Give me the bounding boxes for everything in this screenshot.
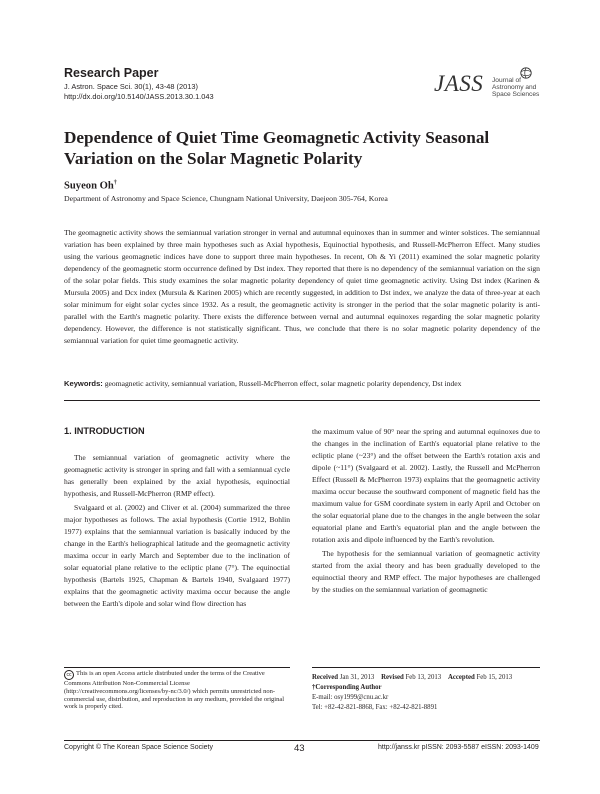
- abstract: The geomagnetic activity shows the semiannual variation stronger in vernal and autumnal equinoxes than in summer and winter solstices. The semiannual variation has been explained by three main hypotheses such as Axial hypothesis, Equinoctial hypothesis, and Russell-McPherron Effect. Many studies using the various geomagnetic indices have done to support three main hypotheses. In recent, Oh & Yi (2011) examined the solar magnetic polarity dependency of the geomagnetic storm occurrence defined by Dst index. They reported that there is no dependency of the semiannual variation on the sign of the solar polar fields. This study examines the solar magnetic polarity dependency of quiet time geomagnetic activity. Using Dst index (Karinen & Mursula 2005) and Dcx index (Mursula & Karinen 2005) which are recently suggested, in addition to Dst index, we analyze the data of three-year at each solar minimum for eight solar cycles since 1932. As a result, the geomagnetic activity is stronger in the period that the solar magnetic polarity is anti-parallel with the Earth's magnetic polarity. There exists the difference between vernal and autumnal equinoxes regarding the solar magnetic polarity dependency. However, the difference is not statistically significant. Thus, we conclude that there is no solar magnetic polarity dependency of the semiannual variation for quiet time geomagnetic activity.: [64, 228, 540, 345]
- left-column: [64, 452, 290, 612]
- corresponding-mark: †: [113, 180, 117, 186]
- corresponding-author-label: †Corresponding Author: [312, 684, 382, 691]
- keywords: [64, 379, 544, 388]
- logo-subtitle: Journal of Astronomy and Space Sciences: [492, 77, 540, 99]
- copyright: Copyright © The Korean Space Science Society: [64, 744, 213, 751]
- paragraph: Svalgaard et al. (2002) and Cliver et al. (2004) summarized the three major hypotheses as follows. The axial hypothesis (Cortie 1912, Bohlin 1977) explains that the semiannual variation is basically induced by the change in the Earth's heliographical latitude and the geomagnetic activity maxima occur in early March and September due to the inclination of solar equatorial plane relative to the ecliptic plane (7°). The equinoctial hypothesis (Bartels 1925, Chapman & Bartels 1940, Svalgaard 1977) explains that the geomagnetic activity maxima occur because the angle between the Earth's dipole and solar wind flow direction has: [64, 503, 290, 608]
- author-name: Suyeon Oh†: [64, 180, 117, 192]
- article-info: [312, 673, 540, 713]
- section-heading: 1. INTRODUCTION: [64, 426, 145, 436]
- affiliation: Department of Astronomy and Space Science, Chungnam National University, Daejeon 305-764, Korea: [64, 194, 388, 203]
- keywords-label: Keywords:: [64, 379, 103, 388]
- page-number: 43: [294, 743, 305, 754]
- footnote-divider: [64, 667, 290, 668]
- journal-logo: [434, 67, 554, 107]
- issn-info: http://janss.kr pISSN: 2093-5587 eISSN: 2093-1409: [378, 744, 539, 751]
- keywords-list: geomagnetic activity, semiannual variation, Russell-McPherron effect, solar magnetic polarity dependency, Dst index: [104, 379, 462, 388]
- phone: Tel: +82-42-821-8868, Fax: +82-42-821-8891: [312, 704, 438, 711]
- right-column: [312, 426, 540, 598]
- divider: [64, 400, 540, 401]
- paragraph: The semiannual variation of geomagnetic activity where the geomagnetic activity is stronger in spring and fall with a semiannual cycle has generally been explained by the axial hypothesis, equinoctial hypothesis, and Russell-McPherron (RMP effect).: [64, 453, 290, 498]
- citation: J. Astron. Space Sci. 30(1), 43-48 (2013): [64, 82, 198, 91]
- paper-title: Dependence of Quiet Time Geomagnetic Activity Seasonal Variation on the Solar Magnetic Polarity: [64, 128, 490, 168]
- paragraph: The hypothesis for the semiannual variation of geomagnetic activity started from the axial theory and has been gradually developed to the equinoctial theory and RMP effect. The major hypotheses are challenged by the studies on the semiannual variation of geomagnetic: [312, 549, 540, 594]
- doi-link[interactable]: http://dx.doi.org/10.5140/JASS.2013.30.1.043: [64, 92, 214, 101]
- dates-divider: [312, 667, 540, 668]
- dates-line: Received Jan 31, 2013 Revised Feb 13, 2013 Accepted Feb 15, 2013: [312, 674, 513, 681]
- footer-divider: [64, 740, 540, 741]
- creative-commons-icon: cc: [64, 670, 74, 680]
- license-footnote: cc This is an open Access article distributed under the terms of the Creative Commons Attribution Non-Commercial License (http://creativecommons.org/licenses/by-nc/3.0/) which permits unrestricted non-commercial use, distribution, and reproduction in any medium, provided the original work is properly cited.: [64, 670, 285, 711]
- logo-text: JASS: [434, 71, 484, 96]
- email[interactable]: E-mail: osy1999@cnu.ac.kr: [312, 694, 389, 701]
- paragraph: the maximum value of 90° near the spring and autumnal equinoxes due to the changes in the inclination of Earth's equatorial plane relative to the ecliptic plane (~23°) and the offset between the Earth's rotation axis and dipole (~11°) (Svalgaard et al. 2002). Lastly, the Russell and McPherron Effect (Russell & McPherron 1973) explains that the geomagnetic activity maxima occur because the southward component of magnetic field has the maximum value for GSM coordinate system in early April and October on the solar equatorial plane due to the changes in the angle between the solar equatorial plane and Earth's equatorial plan and the angle between the rotation axis and dipole influenced by the Earth's revolution.: [312, 427, 540, 544]
- section-label: Research Paper: [64, 66, 159, 80]
